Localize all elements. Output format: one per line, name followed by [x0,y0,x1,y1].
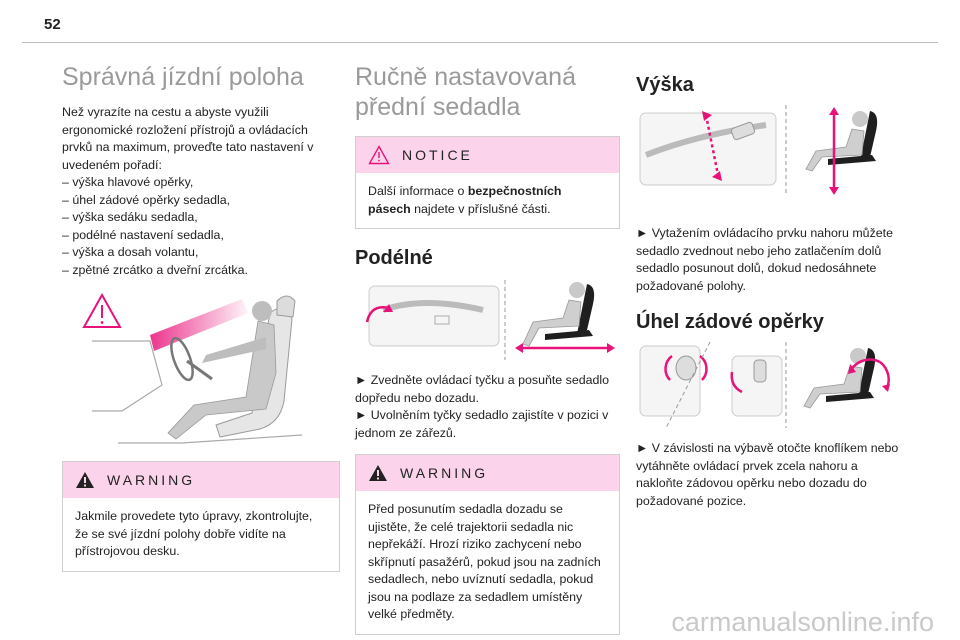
page-number: 52 [44,16,61,33]
list-item: – výška a dosah volantu, [62,245,199,259]
notice-text-pre: Další informace o [368,184,468,198]
height-instruction: ► Vytažením ovládacího prvku nahoru můžete sedadlo zvednout nebo jeho zatlačením dolů sedadlo posunout dolů, dokud nedosáhnete požadované polohy. [636,226,893,293]
column-manual-seats [355,62,620,635]
warning-box-header [63,462,339,498]
longitudinal-step-1: ► Zvedněte ovládací tyčku a posuňte sedadlo dopředu nebo dozadu. [355,373,610,405]
subsection-title-longitudinal: Podélné [355,247,433,269]
notice-box [355,136,620,229]
warning-box-header [356,455,619,491]
warning-triangle-icon [75,471,95,489]
height-illustration [636,105,902,195]
warning-label: WARNING [107,472,196,488]
warning-triangle-icon [368,464,388,482]
top-divider [22,42,938,43]
longitudinal-step-2: ► Uvolněním tyčky sedadlo zajistíte v pozici v jednom ze zářezů. [355,408,609,440]
column-height-and-angle [636,74,902,510]
footer-watermark: carmanualsonline.info [671,607,934,637]
warning-box-longitudinal [355,454,620,635]
column-driving-position [62,62,340,572]
warning-triangle-icon [84,295,120,327]
intro-paragraph: Než vyrazíte na cestu a abyste využili ergonomické rozložení přístrojů a ovládacích prvků na maximum, proveďte tato nastavení v uvedeném pořadí: [62,105,314,172]
list-item: – podélné nastavení sedadla, [62,227,224,242]
warning-label: WARNING [400,465,489,481]
backrest-angle-illustration [636,342,902,428]
notice-box-header [356,137,619,173]
backrest-angle-instruction: ► V závislosti na výbavě otočte knoflíkem nebo vytáhněte ovládací prvek zcela nahoru a nakloňte zádovou opěrku nebo dozadu do požadované pozice. [636,441,899,508]
section-title-manual-seats [355,62,620,122]
warning-box-driving-position [62,461,340,572]
adjustment-list [62,174,340,279]
notice-triangle-icon [368,145,390,165]
title-line: přední sedadla [355,93,521,121]
driver-position-illustration [62,293,340,455]
warning-text: Před posunutím sedadla dozadu se ujistěte, že celé trajektorii sedadla nic nepřekáží. Hrozí riziko zachycení nebo skřípnutí pasažérů, pokud jsou na zadních sedadlech, nebo uvíznutí sedadla, pokud jsou na podlaze za sedadlem umístěny velké předměty. [368,502,601,621]
list-item: – zpětné zrcátko a dveřní zrcátka. [62,262,248,277]
list-item: – výška sedáku sedadla, [62,210,198,224]
notice-text [356,173,619,228]
seat-belts-reference: bezpečnostních pásech [368,184,562,216]
longitudinal-illustration [355,280,620,360]
subsection-title-height: Výška [636,74,694,96]
notice-label: NOTICE [402,147,473,163]
warning-text: Jakmile provedete tyto úpravy, zkontrolujte, že se své jízdní polohy dobře vidíte na přístrojovou desku. [75,509,313,558]
notice-text-post: najdete v příslušné části. [410,201,551,216]
title-line: Ručně nastavovaná [355,63,576,91]
section-title-driving-position: Správná jízdní poloha [62,63,304,91]
subsection-title-backrest-angle: Úhel zádové opěrky [636,311,824,333]
list-item: – výška hlavové opěrky, [62,175,194,189]
list-item: – úhel zádové opěrky sedadla, [62,192,231,207]
